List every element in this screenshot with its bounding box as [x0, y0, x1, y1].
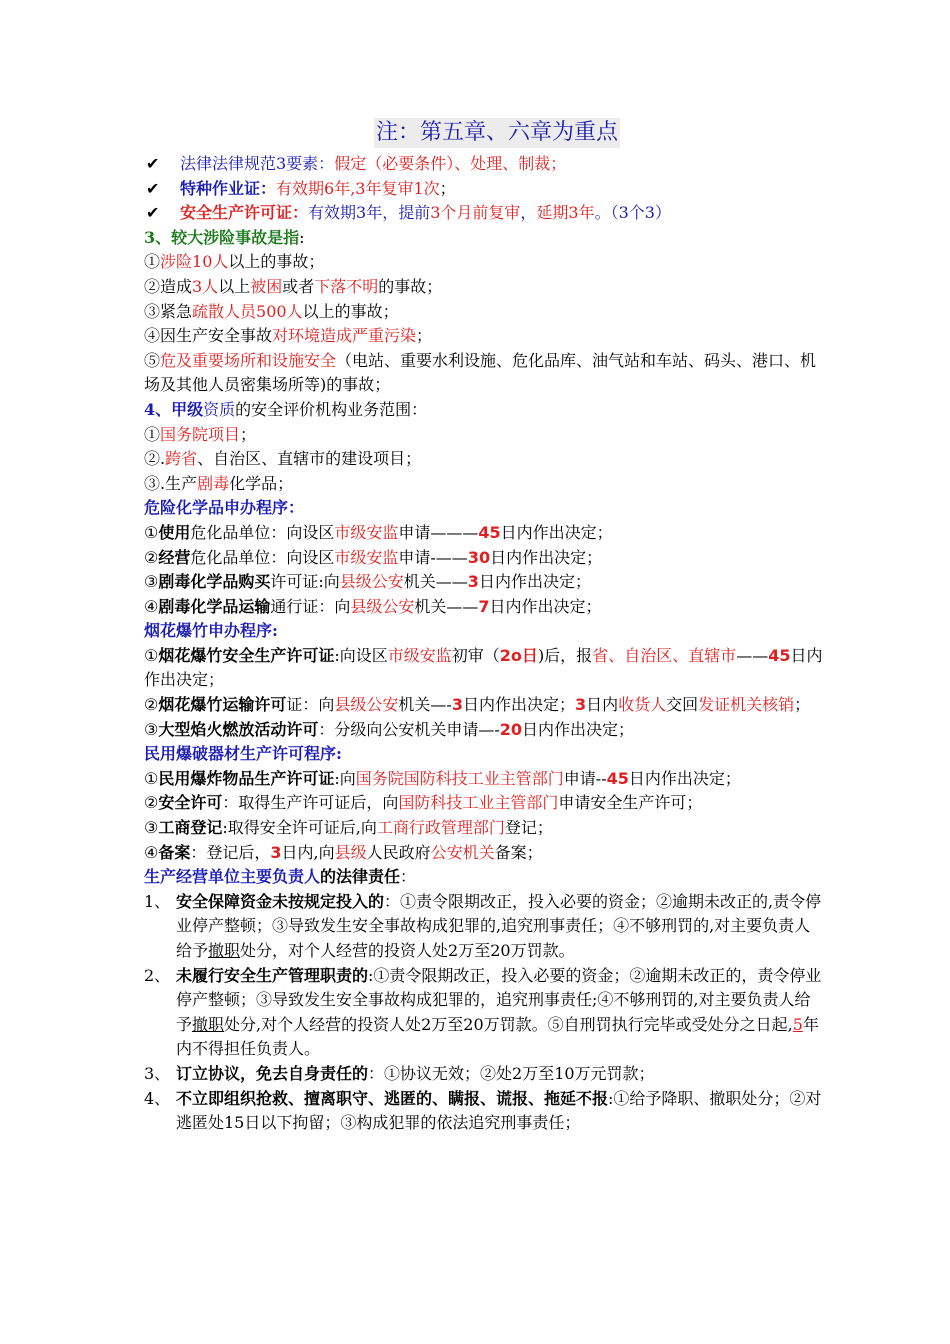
text-run: 安全生产许可证： — [180, 203, 309, 223]
text-run: 备案； — [494, 842, 543, 862]
text-line — [144, 619, 824, 644]
text-run: ① — [144, 645, 159, 665]
list-item — [144, 964, 824, 1062]
text-run: ③ — [144, 719, 159, 739]
text-run: 剧毒化学品购买 — [158, 572, 271, 592]
text-run: 订立协议，免去自身责任的 — [176, 1063, 369, 1083]
text-run: 民用爆炸物品生产许可证 — [158, 768, 335, 788]
text-run: 县级 — [334, 842, 367, 862]
text-run: 日内 — [586, 695, 619, 715]
text-run: 日内作出决定； — [478, 572, 591, 592]
text-run: 使用 — [158, 522, 191, 542]
list-item — [144, 1062, 824, 1087]
text-run: 通行证：向 — [270, 596, 351, 616]
text-run: 烟花爆竹申办程序: — [144, 621, 278, 641]
text-run: 市级安监 — [334, 547, 399, 567]
text-run: 剧毒 — [197, 473, 230, 493]
text-run: 以上 — [218, 276, 251, 296]
text-run: 危化品单位：向设区 — [190, 547, 335, 567]
text-run: 机关—— — [403, 572, 468, 592]
text-run: ① — [144, 522, 159, 542]
text-run: 日内作出决定； — [522, 719, 635, 739]
text-run: 国务院国防科技工业主管部门 — [355, 768, 564, 788]
text-run: 3 — [270, 842, 282, 862]
text-run: 日内作出决定； — [500, 522, 613, 542]
checklist — [144, 152, 824, 226]
list-item-text — [176, 1087, 824, 1136]
text-run: ⑤ — [144, 350, 161, 370]
title-row — [144, 118, 824, 152]
list-item-text — [176, 964, 824, 1062]
text-run: 安全保障资金未按规定投入的 — [176, 891, 385, 911]
text-run: 机关—- — [398, 695, 452, 715]
text-run: :向 — [334, 768, 356, 788]
text-run: ④ — [144, 596, 159, 616]
text-run: 跨省 — [165, 449, 198, 469]
text-run: :取得安全许可证后,向 — [222, 818, 377, 838]
text-run: 县级公安 — [334, 695, 399, 715]
text-run: 登记； — [504, 818, 553, 838]
text-run: 工商登记 — [158, 818, 223, 838]
text-run: 初审（ — [451, 645, 500, 665]
text-run: 年内不得担任负责人。 — [176, 1014, 819, 1059]
text-run: :①给予降职、撤职处分；②对逃匿处15日以下拘留；③构成犯罪的依法追究刑事责任； — [176, 1088, 822, 1133]
text-run: :①责令限期改正，投入必要的资金；②逾期未改正的，责令停业停产整顿；③导致发生安全事故构成犯罪的，追究刑事责任;④不够刑罚的,对主要负责人给予 — [176, 965, 822, 1034]
text-run: ； — [794, 695, 811, 715]
text-run: 证：向 — [286, 695, 335, 715]
text-run: 日内作出决定； — [462, 695, 575, 715]
list-item-text — [176, 1062, 824, 1087]
text-run: ：登记后， — [190, 842, 271, 862]
text-run: ① — [144, 424, 161, 444]
list-item — [144, 1087, 824, 1136]
list-item — [144, 890, 824, 964]
text-run: 下落不明 — [314, 276, 379, 296]
text-run: 申请——— — [398, 522, 479, 542]
document-body — [144, 226, 824, 890]
text-run: ： — [400, 867, 417, 887]
text-run: 法律法律规范3要素： — [180, 154, 335, 173]
text-run: 2o日 — [499, 645, 538, 665]
text-line — [144, 324, 824, 349]
text-line — [144, 693, 824, 718]
text-run: 假定（必要条件）、处理、制裁； — [334, 154, 567, 173]
text-line — [144, 398, 824, 423]
text-run: 申请-- — [563, 768, 607, 788]
text-run: ； — [439, 178, 456, 198]
text-run: ， — [520, 203, 537, 223]
text-line — [144, 742, 824, 767]
text-run: 收货人 — [618, 695, 667, 715]
text-run: ③ — [144, 572, 159, 592]
text-run: ：①责令限期改正，投入必要的资金；②逾期未改正的,责令停业停产整顿；③导致发生安全事故构成犯罪的,追究刑事责任；④不够刑罚的,对主要负责人给予 — [176, 891, 822, 960]
text-line — [144, 718, 824, 743]
text-run: 被困 — [250, 276, 283, 296]
text-run: ② — [144, 793, 159, 813]
text-run: 或者 — [282, 276, 315, 296]
text-run: 市级安监 — [334, 522, 399, 542]
text-run: 资质 — [203, 399, 236, 419]
text-run: 危险化学品申办程序： — [144, 498, 305, 518]
list-item-number: 4、 — [144, 1088, 171, 1108]
text-run: 化学品； — [229, 473, 294, 493]
text-line — [144, 226, 824, 251]
text-run: 撤职 — [208, 941, 241, 960]
text-run: 剧毒化学品运输 — [158, 596, 271, 616]
text-run: ② — [144, 695, 159, 715]
text-line — [144, 275, 824, 300]
text-run: 。（3个3） — [594, 203, 671, 223]
text-run: 撤职 — [192, 1014, 225, 1034]
text-run: 3人 — [192, 276, 219, 296]
text-line — [144, 349, 824, 398]
text-run: 3、较大涉险事故是指 — [144, 227, 300, 247]
text-line — [144, 865, 824, 890]
text-line — [144, 841, 824, 866]
text-line — [144, 595, 824, 620]
text-run: 国防科技工业主管部门 — [398, 793, 559, 813]
checklist-item — [144, 152, 824, 177]
text-run: 国务院项目 — [160, 424, 241, 444]
text-run: 申请安全生产许可； — [558, 793, 703, 813]
text-run: 日内作出决定； — [489, 596, 602, 616]
text-line — [144, 447, 824, 472]
text-line — [144, 644, 824, 693]
text-run: :向设区 — [334, 645, 388, 665]
text-run: ④因生产安全事故 — [144, 326, 273, 346]
text-run: 45 — [478, 522, 501, 542]
text-run: 省、自治区、直辖市 — [592, 645, 737, 665]
text-run: 发证机关核销 — [698, 695, 795, 715]
text-run: 烟花爆竹安全生产许可证 — [158, 645, 335, 665]
text-run: 民用爆破器材生产许可程序: — [144, 744, 342, 764]
text-run: 许可证:向 — [270, 572, 340, 592]
text-run: 7 — [478, 596, 490, 616]
text-run: 疏散人员500人 — [192, 301, 303, 321]
text-run: 烟花爆竹运输许可 — [158, 695, 287, 715]
text-run: 45 — [768, 645, 791, 665]
text-run: ① — [144, 252, 161, 272]
list-item-number: 1、 — [144, 891, 171, 911]
text-run: 日内作出决定； — [490, 547, 603, 567]
text-run: )后，报 — [537, 645, 593, 665]
text-run: 人民政府 — [366, 842, 431, 862]
text-line — [144, 816, 824, 841]
text-run: 公安机关 — [430, 842, 495, 862]
text-run: 的法律责任 — [320, 867, 401, 887]
text-run: 处分,对个人经营的投资人处2万至20万罚款。⑤自刑罚执行完毕或受处分之日起, — [224, 1014, 793, 1034]
text-run: 危化品单位：向设区 — [190, 522, 335, 542]
text-run: 的安全评价机构业务范围： — [235, 399, 428, 419]
text-line — [144, 570, 824, 595]
text-run: 危及重要场所和设施安全 — [160, 350, 337, 370]
text-run: 3 — [574, 695, 587, 715]
text-run: 延期3年 — [536, 203, 595, 223]
text-run: ②. — [144, 449, 166, 469]
list-item-number: 3、 — [144, 1063, 171, 1083]
text-run: ③ — [144, 818, 159, 838]
text-run: 有效期6年,3年复审1次 — [276, 178, 440, 198]
checklist-item — [144, 177, 824, 202]
text-run: 45 — [606, 768, 629, 788]
text-run: 以上的事故； — [302, 301, 399, 321]
text-run: 4、甲级 — [144, 399, 204, 419]
document-page — [144, 118, 824, 1136]
text-run: 处分，对个人经营的投资人处2万至20万罚款。 — [240, 941, 575, 960]
text-run: ① — [144, 768, 159, 788]
text-run: ：①协议无效；②处2万至10万元罚款； — [368, 1063, 655, 1083]
text-line — [144, 791, 824, 816]
text-run: 以上的事故； — [228, 252, 325, 272]
text-run: ② — [144, 547, 159, 567]
text-run: 有效期3年，提前 — [308, 203, 431, 223]
text-line — [144, 546, 824, 571]
text-run: 交回 — [666, 695, 699, 715]
text-run: ：分级向公安机关申请—- — [318, 719, 500, 739]
text-run: 特种作业证： — [180, 178, 277, 198]
text-run: 机关—— — [414, 596, 479, 616]
list-item-text — [176, 890, 824, 964]
text-line — [144, 250, 824, 275]
text-run: 3个月前复审 — [430, 203, 521, 223]
text-run: ； — [240, 424, 257, 444]
checkmark-icon: ✔ — [146, 203, 160, 223]
text-run: （电站、重要水利设施、危化品库、油气站和车站、码头、港口、机场及其他人员密集场所等)的事故； — [144, 350, 817, 395]
text-run: 20 — [499, 719, 523, 739]
text-line — [144, 521, 824, 546]
text-line — [144, 423, 824, 448]
text-run: ②造成 — [144, 276, 193, 296]
checkmark-icon: ✔ — [146, 154, 160, 173]
checklist-item — [144, 201, 824, 226]
text-run: 工商行政管理部门 — [376, 818, 505, 838]
text-run: 生产经营单位主要负责人 — [144, 867, 321, 887]
text-run: 的事故； — [378, 276, 443, 296]
text-run: 县级公安 — [339, 572, 404, 592]
text-line — [144, 472, 824, 497]
text-run: 县级公安 — [350, 596, 415, 616]
text-run: 涉险10人 — [160, 252, 229, 272]
text-line — [144, 300, 824, 325]
text-run: 经营 — [158, 547, 191, 567]
text-line — [144, 767, 824, 792]
text-run: 市级安监 — [387, 645, 452, 665]
text-run: 未履行安全生产管理职责的 — [176, 965, 369, 985]
checkmark-icon: ✔ — [146, 178, 160, 198]
list-item-number: 2、 — [144, 965, 171, 985]
text-run: ：取得生产许可证后，向 — [222, 793, 399, 813]
text-run: ； — [416, 326, 433, 346]
page-title: 注：第五章、六章为重点 — [374, 118, 620, 148]
text-run: 3 — [451, 695, 463, 715]
responsibility-list — [144, 890, 824, 1136]
text-run: ④ — [144, 842, 159, 862]
text-run: —— — [736, 645, 769, 665]
text-run: 日内,向 — [281, 842, 335, 862]
text-run: 申请-—— — [398, 547, 468, 567]
text-line — [144, 496, 824, 521]
text-run: 大型焰火燃放活动许可 — [158, 719, 319, 739]
text-run: 5 — [792, 1014, 803, 1034]
text-run: 日内作出决定； — [144, 645, 823, 690]
text-run: 日内作出决定； — [628, 768, 741, 788]
text-run: ③紧急 — [144, 301, 193, 321]
text-run: 3 — [467, 572, 479, 592]
text-run: 30 — [467, 547, 491, 567]
text-run: ③.生产 — [144, 473, 198, 493]
text-run: 、自治区、直辖市的建设项目； — [197, 449, 422, 469]
text-run: 对环境造成严重污染 — [272, 326, 417, 346]
text-run: 安全许可 — [158, 793, 223, 813]
text-run: : — [299, 227, 305, 247]
text-run: 不立即组织抢救、擅离职守、逃匿的、瞒报、谎报、拖延不报 — [176, 1088, 609, 1108]
text-run: 备案 — [158, 842, 191, 862]
